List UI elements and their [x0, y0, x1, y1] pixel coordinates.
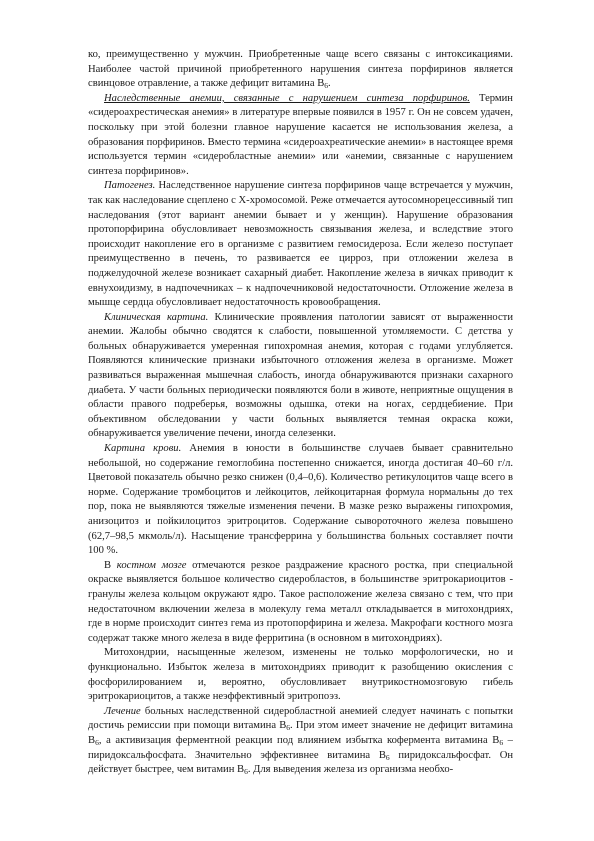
- paragraph-bone-marrow: В костном мозге отмечаются резкое раздражение красного ростка, при специальной окраске выявляется большое количество сидеробластов, в большинстве эритрокариоцитов - гранулы железа кольцом окружают ядро. Такое расположение железа связано с тем, что при недостаточном включении железа в молекулу гема металл откладывается в митохондриях, где в норме происходит синтез гема из протопорфирина и железа. Макрофаги костного мозга содержат также много железа в виде ферритина (в основном в митохондриях).: [88, 559, 513, 644]
- paragraph-acquired-causes: ко, преимущественно у мужчин. Приобретенные чаще всего связаны с интоксикациями. Наиболее частой причиной приобретенного нарушения синтеза порфиринов является свинцовое отравление, а также дефицит витамина $В_6$.: [88, 49, 513, 91]
- section-heading-hereditary-anemias: Наследственные анемии, связанные с нарушением синтеза порфиринов.: [104, 92, 470, 104]
- section-heading-treatment: Лечение: [104, 705, 141, 717]
- paragraph-hereditary-anemias: Наследственные анемии, связанные с нарушением синтеза порфиринов. Термин «сидероахрестическая анемия» в литературе впервые появился в 1957 г. Он не совсем удачен, поскольку при этой болезни главное нарушение касается не использования железа, а образования порфиринов. Вместо термина «сидероахреатические анемии» в настоящее время используется термин «сидеробластные анемии» или «анемии, связанные с нарушением синтеза порфиринов».: [88, 92, 513, 177]
- section-heading-clinical-picture: Клиническая картина.: [104, 311, 209, 323]
- paragraph-pathogenesis: Патогенез. Наследственное нарушение синтеза порфиринов чаще встречается у мужчин, так как наследование сцеплено с Х-хромосомой. Реже отмечается аутосомнорецессивный тип наследования (этот вариант анемии бывает и у женщин). Нарушение образования протопорфирина обусловливает невозможность связывания железа, и вследствие этого происходит накопление его в организме с развитием гемосидероза. Если железо поступает преимущественно в печень, то развивается ее цирроз, при отложении железа в поджелудочной железе возникает сахарный диабет. Накопление железа в яичках приводит к евнухоидизму, в надпочечниках – к надпочечниковой недостаточности. Отложение железа в мышце сердца обусловливает недостаточность кровообращения.: [88, 180, 513, 309]
- paragraph-clinical-picture: Клиническая картина. Клинические проявления патологии зависят от выраженности анемии. Жалобы обычно сводятся к слабости, повышенной утомляемости. С детства у больных обнаруживается умеренная гипохромная анемия, которая с годами углубляется. Появляются клинические признаки избыточного отложения железа в организме. Может развиваться выраженная мышечная слабость, иногда обнаруживаются признаки сахарного диабета. У части больных периодически появляются боли в животе, неприятные ощущения в области правого подреберья, возможны одышка, отеки на ногах, сердцебиение. При объективном обследовании у части больных выявляется темная окраска кожи, обнаруживается увеличение печени, иногда селезенки.: [88, 311, 513, 440]
- section-heading-blood-picture: Картина крови.: [104, 443, 182, 455]
- document-page: [88, 48, 513, 778]
- paragraph-blood-picture: Картина крови. Анемия в юности в большинстве случаев бывает сравнительно небольшой, но содержание гемоглобина постепенно снижается, иногда достигая 40–60 г/л. Цветовой показатель обычно резко снижен (0,4–0,6). Количество ретикулоцитов чаще всего в норме. Содержание тромбоцитов и лейкоцитов, лейкоцитарная формула нормальны до тех пор, пока не выявляются тяжелые изменения печени. В мазке резко выражены гипохромия, анизоцитоз и пойкилоцитоз эритроцитов. Содержание сывороточного железа повышено (62,7–98,5 мкмоль/л). Насыщение трансферрина у большинства больных составляет почти 100 %.: [88, 443, 513, 557]
- section-heading-bone-marrow: костном мозге: [116, 559, 187, 571]
- paragraph-mitochondria: Митохондрии, насыщенные железом, изменены не только морфологически, но и функционально. Избыток железа в митохондриях приводит к разобщению окисления с фосфорилированием и, вероятно, обусловливает внутрикостномозговую гибель эритрокариоцитов, а также неэффективный эритропоэз.: [88, 647, 513, 703]
- paragraph-treatment: Лечение больных наследственной сидеробластной анемией следует начинать с попытки достичь ремиссии при помощи витамина $В_6$. При этом имеет значение не дефицит витамина $В_6$, а активизация ферментной реакции под влиянием избытка кофермента витамина $В_6$ – пиридоксальфосфата. Значительно эффективнее витамина $В_6$ пиридоксальфосфат. Он действует быстрее, чем витамин $В_6$. Для выведения железа из организма необхо-: [88, 705, 514, 777]
- section-heading-pathogenesis: Патогенез.: [104, 180, 156, 192]
